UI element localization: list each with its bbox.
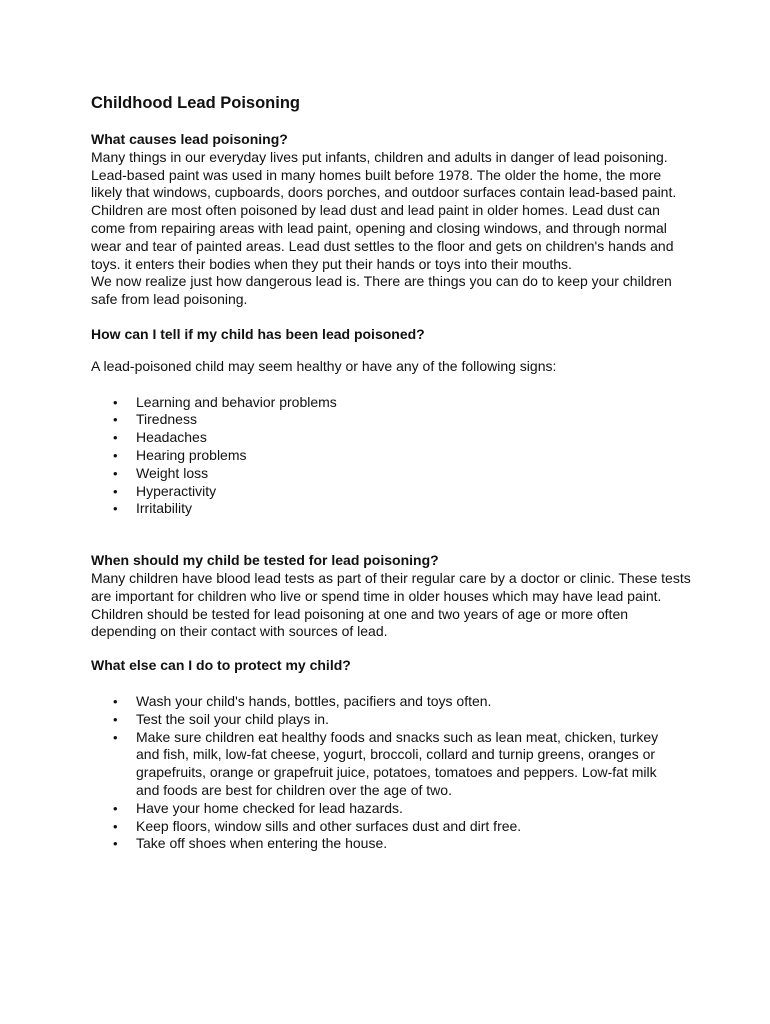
list-item-text: Wash your child's hands, bottles, pacifiers and toys often. <box>136 692 492 709</box>
testing-paragraph-1: Many children have blood lead tests as part of their regular care by a doctor or clinic. These tests are important for children who live or spend time in older houses which may have lead paint. <box>91 569 691 604</box>
list-item <box>91 429 691 447</box>
list-item <box>91 729 691 800</box>
section-testing <box>91 552 691 641</box>
list-item <box>91 394 691 412</box>
list-item-text: Hearing problems <box>136 446 247 463</box>
list-item-text: Hyperactivity <box>136 482 217 499</box>
section-protect <box>91 657 691 853</box>
list-item <box>91 500 691 518</box>
list-item-text: Make sure children eat healthy foods and snacks such as lean meat, chicken, turkey and fish, milk, low-fat cheese, yogurt, broccoli, collard and turnip greens, oranges or grapefruits, orange or grapefruit juice, potatoes, tomatoes and peppers. Low-fat milk and foods are best for children over the age of two. <box>136 728 659 798</box>
bullet-icon: • <box>113 430 118 446</box>
protect-list <box>91 693 691 853</box>
document-title: Childhood Lead Poisoning <box>91 94 300 112</box>
section-heading-causes: What causes lead poisoning? <box>91 131 288 147</box>
signs-intro: A lead-poisoned child may seem healthy or have any of the following signs: <box>91 357 557 374</box>
list-item-text: Test the soil your child plays in. <box>136 710 329 727</box>
list-item-text: Keep floors, window sills and other surfaces dust and dirt free. <box>136 817 522 834</box>
bullet-icon: • <box>113 447 118 463</box>
causes-paragraph-2: Lead-based paint was used in many homes built before 1978. The older the home, the more likely that windows, cupboards, doors porches, and outdoor surfaces contain lead-based paint. <box>91 166 677 201</box>
section-signs <box>91 326 691 518</box>
section-heading-signs: How can I tell if my child has been lead poisoned? <box>91 325 425 342</box>
list-item <box>91 818 691 836</box>
bullet-icon: • <box>113 711 118 727</box>
section-causes <box>91 131 691 309</box>
causes-paragraph-1: Many things in our everyday lives put infants, children and adults in danger of lead poisoning. <box>91 148 668 165</box>
list-item-text: Headaches <box>136 429 207 446</box>
list-item-text: Irritability <box>136 500 193 517</box>
bullet-icon: • <box>113 693 118 709</box>
list-item <box>91 693 691 711</box>
list-item-text: Take off shoes when entering the house. <box>136 835 388 852</box>
list-item <box>91 835 691 853</box>
bullet-icon: • <box>113 465 118 481</box>
list-item <box>91 483 691 501</box>
list-item-text: Have your home checked for lead hazards. <box>136 799 403 816</box>
list-item <box>91 711 691 729</box>
document-page <box>91 92 691 853</box>
causes-paragraph-4: We now realize just how dangerous lead is. There are things you can do to keep your children safe from lead poisoning. <box>91 273 672 308</box>
bullet-icon: • <box>113 483 118 499</box>
bullet-icon: • <box>113 836 118 852</box>
list-item <box>91 447 691 465</box>
bullet-icon: • <box>113 412 118 428</box>
signs-list <box>91 394 691 519</box>
list-item-text: Learning and behavior problems <box>136 393 337 410</box>
section-heading-protect: What else can I do to protect my child? <box>91 657 351 674</box>
list-item <box>91 800 691 818</box>
list-item <box>91 411 691 429</box>
section-heading-testing: When should my child be tested for lead poisoning? <box>91 552 439 569</box>
testing-paragraph-2: Children should be tested for lead poisoning at one and two years of age or more often depending on their contact with sources of lead. <box>91 605 629 640</box>
list-item-text: Weight loss <box>136 464 209 481</box>
bullet-icon: • <box>113 818 118 834</box>
list-item <box>91 465 691 483</box>
bullet-icon: • <box>113 800 118 816</box>
list-item-text: Tiredness <box>136 411 197 428</box>
bullet-icon: • <box>113 501 118 517</box>
bullet-icon: • <box>113 729 118 745</box>
causes-paragraph-3: Children are most often poisoned by lead dust and lead paint in older homes. Lead dust can come from repairing areas with lead paint, opening and closing windows, and through normal wear and tear of painted areas. Lead dust settles to the floor and gets on children's hands and toys. it enters their bodies when they put their hands or toys into their mouths. <box>91 202 674 272</box>
bullet-icon: • <box>113 394 118 410</box>
